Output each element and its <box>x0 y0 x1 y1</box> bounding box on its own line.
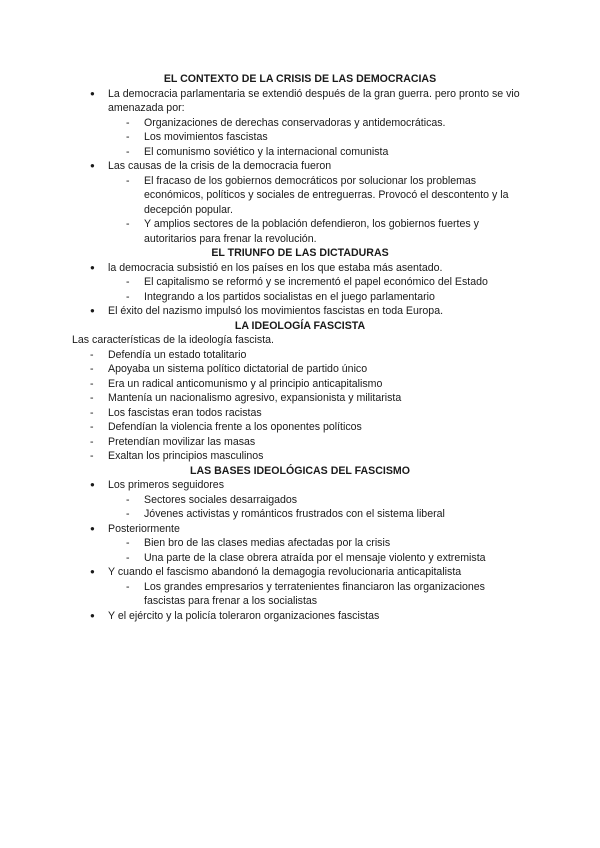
bullet-list <box>72 478 528 623</box>
bullet-item: ● Y cuando el fascismo abandonó la demagogia revolucionaria anticapitalista <box>72 565 528 580</box>
sub-item: - El capitalismo se reformó y se incrementó el papel económico del Estado <box>72 275 528 290</box>
sub-item: - El comunismo soviético y la internacional comunista <box>72 145 528 160</box>
section-title: EL CONTEXTO DE LA CRISIS DE LAS DEMOCRACIAS <box>163 73 437 85</box>
document-content <box>72 72 528 623</box>
sub-item: - Y amplios sectores de la población defendieron, los gobiernos fuertes y autoritarios para frenar la revolución. <box>72 217 528 246</box>
sub-item: - Bien bro de las clases medias afectadas por la crisis <box>72 536 528 551</box>
bullet-item: ● Posteriormente <box>72 522 528 537</box>
bullet-item: ● El éxito del nazismo impulsó los movimientos fascistas en toda Europa. <box>72 304 528 319</box>
sub-item: - Organizaciones de derechas conservadoras y antidemocráticas. <box>72 116 528 131</box>
bullet-item: ● Los primeros seguidores <box>72 478 528 493</box>
sub-item: - El fracaso de los gobiernos democráticos por solucionar los problemas económicos, políticos y sociales de entreguerras. Provocó el descontento y la decepción popular. <box>72 174 528 218</box>
sub-item: - Jóvenes activistas y románticos frustrados con el sistema liberal <box>72 507 528 522</box>
bullet-list <box>72 87 528 247</box>
section-intro: Las características de la ideología fascista. <box>72 334 274 346</box>
sub-item: - Integrando a los partidos socialistas en el juego parlamentario <box>72 290 528 305</box>
list-item: - Mantenía un nacionalismo agresivo, expansionista y militarista <box>72 391 528 406</box>
list-item: - Apoyaba un sistema político dictatorial de partido único <box>72 362 528 377</box>
bullet-item: ● la democracia subsistió en los países en los que estaba más asentado. <box>72 261 528 276</box>
list-item: - Defendía un estado totalitario <box>72 348 528 363</box>
list-item: - Pretendían movilizar las masas <box>72 435 528 450</box>
sub-item: - Una parte de la clase obrera atraída por el mensaje violento y extremista <box>72 551 528 566</box>
section-title: LAS BASES IDEOLÓGICAS DEL FASCISMO <box>190 464 410 477</box>
section-title: EL TRIUNFO DE LAS DICTADURAS <box>211 247 389 259</box>
list-item: - Exaltan los principios masculinos <box>72 449 528 464</box>
bullet-item: ● La democracia parlamentaria se extendió después de la gran guerra. pero pronto se vio amenazada por: <box>72 87 528 116</box>
list-item: - Los fascistas eran todos racistas <box>72 406 528 421</box>
bullet-item: ● Y el ejército y la policía toleraron organizaciones fascistas <box>72 609 528 624</box>
sub-item: - Los movimientos fascistas <box>72 130 528 145</box>
sub-item: - Sectores sociales desarraigados <box>72 493 528 508</box>
list-item: - Era un radical anticomunismo y al principio anticapitalismo <box>72 377 528 392</box>
bullet-item: ● Las causas de la crisis de la democracia fueron <box>72 159 528 174</box>
list-item: - Defendían la violencia frente a los oponentes políticos <box>72 420 528 435</box>
bullet-list <box>72 261 528 319</box>
section-title: LA IDEOLOGÍA FASCISTA <box>234 319 366 332</box>
dash-list <box>72 348 528 464</box>
sub-item: - Los grandes empresarios y terratenientes financiaron las organizaciones fascistas para frenar a los socialistas <box>72 580 528 609</box>
